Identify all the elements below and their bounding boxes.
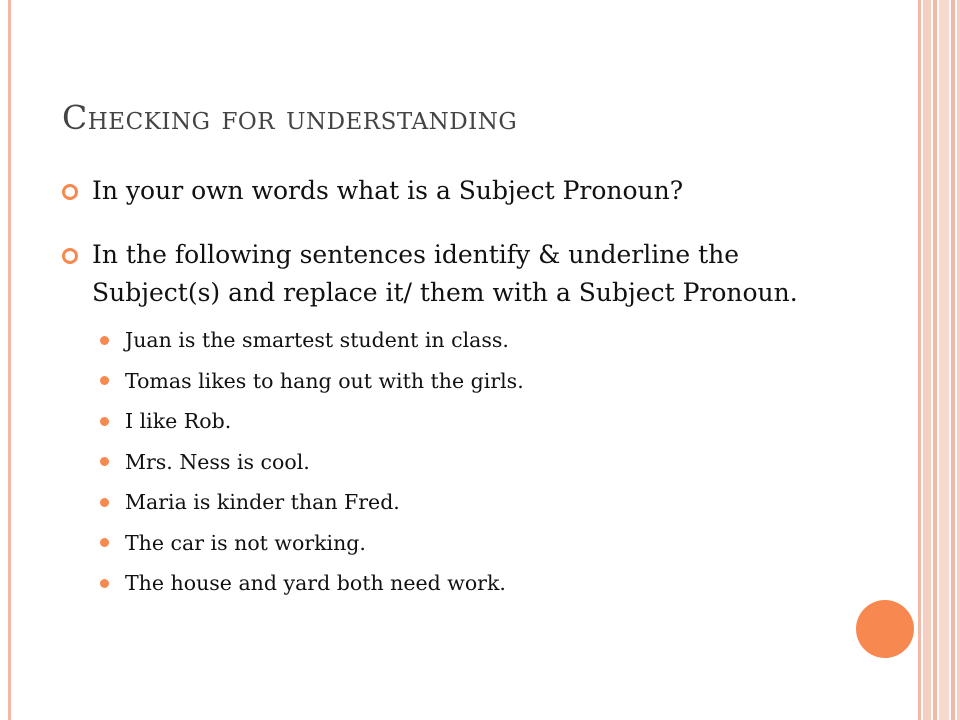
right-stripes-decoration (918, 0, 960, 720)
sentence-item (98, 442, 858, 483)
slide-title: Checking for understanding (62, 98, 518, 137)
stripe (933, 0, 937, 720)
sentence-item (98, 523, 858, 564)
bullet-item (58, 236, 858, 312)
dot-bullet-icon (100, 457, 109, 466)
bullet-text: In the following sentences identify & underline the Subject(s) and replace it/ them with a Subject Pronoun. (92, 240, 798, 307)
dot-bullet-icon (100, 376, 109, 385)
dot-bullet-icon (100, 498, 109, 507)
sentence-text: Tomas likes to hang out with the girls. (125, 368, 524, 393)
bullet-item (58, 172, 858, 210)
ring-bullet-icon (62, 184, 78, 200)
stripe (923, 0, 931, 720)
bullet-list (58, 172, 858, 604)
dot-bullet-icon (100, 336, 109, 345)
sentence-list (98, 320, 858, 604)
sentence-text: Juan is the smartest student in class. (125, 328, 509, 353)
stripe (939, 0, 949, 720)
dot-bullet-icon (100, 417, 109, 426)
dot-bullet-icon (100, 579, 109, 588)
sentence-text: The house and yard both need work. (125, 571, 506, 596)
accent-circle-decoration (856, 600, 914, 658)
sentence-item (98, 361, 858, 402)
sentence-text: The car is not working. (125, 530, 366, 555)
sentence-item (98, 401, 858, 442)
ring-bullet-icon (62, 248, 78, 264)
sentence-item (98, 482, 858, 523)
left-border-decoration (8, 0, 11, 720)
sentence-text: Mrs. Ness is cool. (125, 449, 310, 474)
stripe (951, 0, 955, 720)
sentence-text: Maria is kinder than Fred. (125, 490, 400, 515)
sentence-item (98, 563, 858, 604)
sentence-item (98, 320, 858, 361)
dot-bullet-icon (100, 538, 109, 547)
stripe (918, 0, 921, 720)
sentence-text: I like Rob. (125, 409, 232, 434)
bullet-text: In your own words what is a Subject Pronoun? (92, 176, 684, 205)
